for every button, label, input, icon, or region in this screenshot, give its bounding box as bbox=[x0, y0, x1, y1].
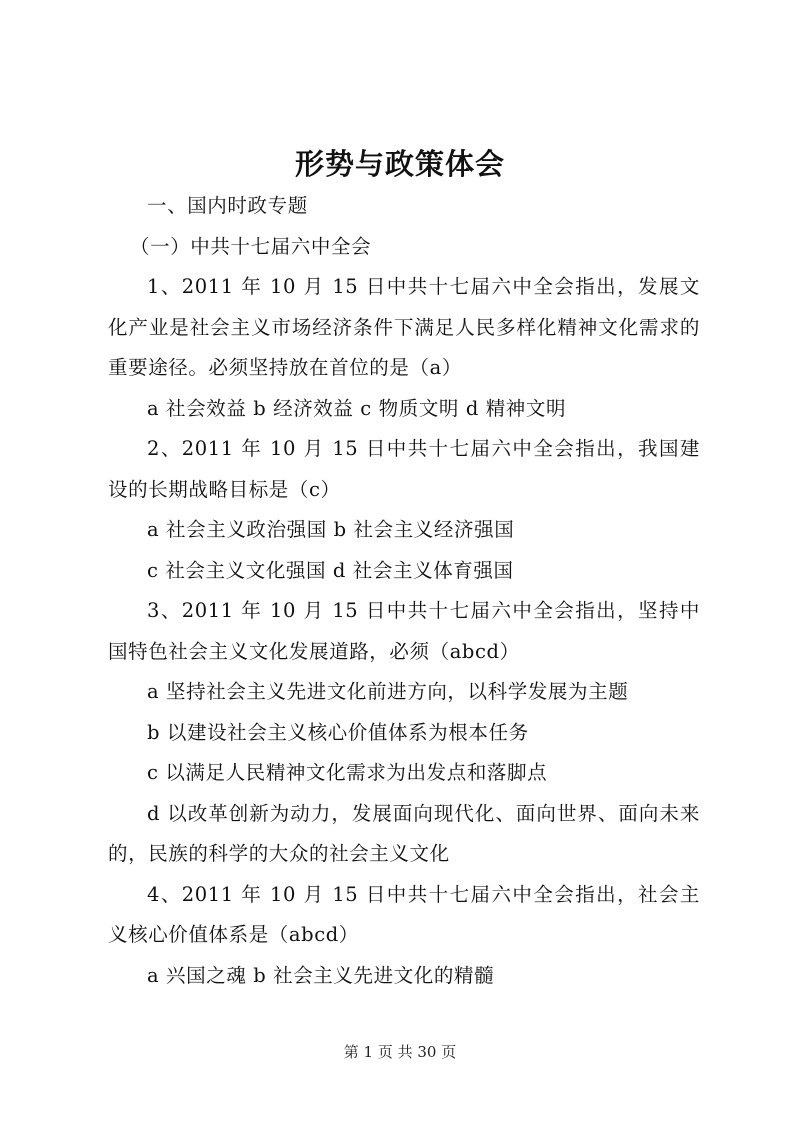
document-title: 形势与政策体会 bbox=[294, 147, 505, 181]
question-4-options-ab: a 兴国之魂 b 社会主义先进文化的精髓 bbox=[147, 963, 495, 987]
subsection-heading: （一）中共十七届六中全会 bbox=[130, 234, 372, 258]
question-2-options-ab: a 社会主义政治强国 b 社会主义经济强国 bbox=[147, 518, 515, 541]
question-3-option-b: b 以建设社会主义核心价值体系为根本任务 bbox=[147, 720, 529, 744]
section-heading: 一、国内时政专题 bbox=[147, 194, 308, 217]
document-body bbox=[108, 186, 700, 996]
question-3-option-a: a 坚持社会主义先进文化前进方向，以科学发展为主题 bbox=[147, 680, 629, 703]
question-3: 3、2011 年 10 月 15 日中共十七届六中全会指出，坚持中国特色社会主义文化发展道路，必须（abcd） bbox=[108, 599, 700, 663]
question-3-option-c: c 以满足人民精神文化需求为出发点和落脚点 bbox=[147, 761, 548, 784]
question-3-option-d: d 以改革创新为动力，发展面向现代化、面向世界、面向未来的，民族的科学的大众的社会主义文化 bbox=[108, 801, 700, 865]
question-1-options: a 社会效益 b 经济效益 c 物质文明 d 精神文明 bbox=[147, 396, 567, 420]
question-2-options-cd: c 社会主义文化强国 d 社会主义体育强国 bbox=[147, 558, 514, 582]
question-4: 4、2011 年 10 月 15 日中共十七届六中全会指出，社会主义核心价值体系是（abcd） bbox=[108, 882, 700, 946]
question-1: 1、2011 年 10 月 15 日中共十七届六中全会指出，发展文化产业是社会主义市场经济条件下满足人民多样化精神文化需求的重要途径。必须坚持放在首位的是（a） bbox=[108, 275, 700, 379]
question-2: 2、2011 年 10 月 15 日中共十七届六中全会指出，我国建设的长期战略目标是（c） bbox=[108, 437, 700, 501]
page-number: 第 1 页 共 30 页 bbox=[343, 1043, 457, 1061]
